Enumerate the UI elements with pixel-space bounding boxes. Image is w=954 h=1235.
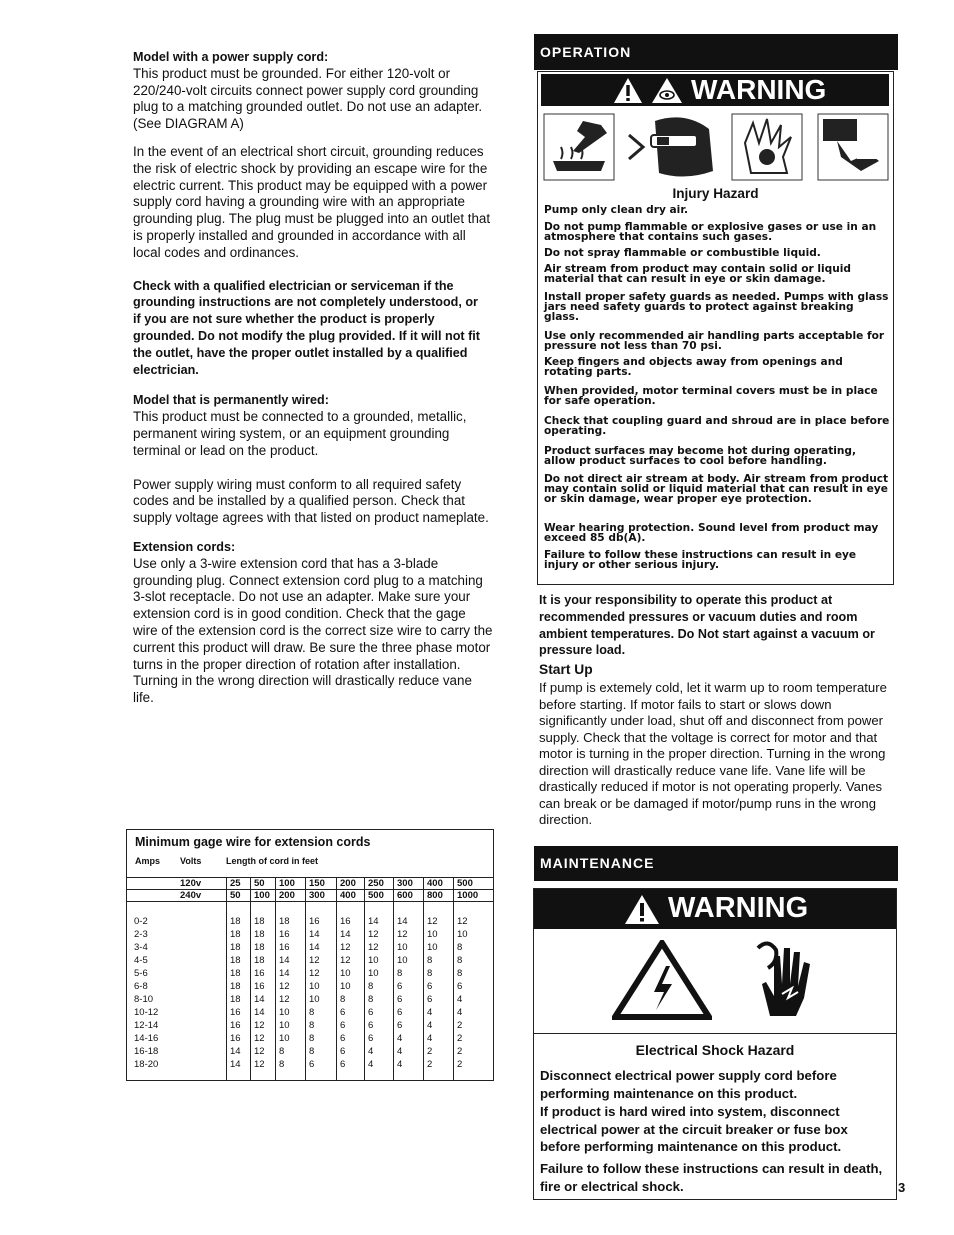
hazard-item: Do not direct air stream at body. Air stream from product may contain solid or liquid material that can result in eye or skin damage, wear proper eye protection. bbox=[544, 473, 889, 505]
gage-cell: 12 bbox=[254, 1059, 265, 1070]
gage-cell: 14 bbox=[230, 1046, 241, 1057]
gage-cell: 4 bbox=[368, 1059, 374, 1070]
amps-cell: 8-10 bbox=[134, 994, 154, 1005]
gage-cell: 16 bbox=[230, 1033, 241, 1044]
table-column-rule bbox=[336, 877, 337, 1080]
operation-warning-bar bbox=[541, 74, 889, 106]
gage-cell: 16 bbox=[254, 968, 265, 979]
explosion-icon bbox=[731, 113, 803, 181]
length-header-cell: 150 bbox=[309, 878, 325, 889]
shock-hazard-title: Electrical Shock Hazard bbox=[635, 1042, 795, 1058]
gage-cell: 6 bbox=[397, 1020, 403, 1031]
gage-cell: 2 bbox=[457, 1046, 463, 1057]
gage-cell: 4 bbox=[397, 1059, 403, 1070]
gage-cell: 12 bbox=[368, 942, 379, 953]
gage-cell: 10 bbox=[279, 1020, 290, 1031]
responsibility-text: It is your responsibility to operate this product at recommended pressures or vacuum duties and room ambient temperatures. Do Not start against a vacuum or pressure load. bbox=[539, 593, 875, 658]
gage-cell: 18 bbox=[230, 916, 241, 927]
gage-cell: 8 bbox=[309, 1020, 315, 1031]
table-title: Minimum gage wire for extension cords bbox=[135, 835, 371, 849]
gage-cell: 8 bbox=[368, 981, 374, 992]
maintenance-text-1: Disconnect electrical power supply cord before performing maintenance on this product. bbox=[540, 1068, 837, 1101]
gage-cell: 8 bbox=[309, 1033, 315, 1044]
amps-cell: 18-20 bbox=[134, 1059, 159, 1070]
gage-cell: 6 bbox=[368, 1020, 374, 1031]
volts-label: 120v bbox=[180, 878, 202, 889]
gage-cell: 12 bbox=[254, 1020, 265, 1031]
gage-cell: 8 bbox=[368, 994, 374, 1005]
gage-cell: 4 bbox=[457, 1007, 463, 1018]
volts-label: 240v bbox=[180, 890, 202, 901]
volts-header: Volts bbox=[180, 856, 202, 866]
table-column-rule bbox=[305, 877, 306, 1080]
hazard-item: Keep fingers and objects away from openings and rotating parts. bbox=[544, 356, 843, 378]
perm-wired-text: This product must be connected to a grounded, metallic, permanent wiring system, or an equipment grounding terminal or lead on the product. bbox=[133, 409, 467, 458]
alert-triangle-icon bbox=[613, 77, 643, 104]
length-header-cell: 400 bbox=[340, 890, 356, 901]
gage-cell: 2 bbox=[427, 1046, 433, 1057]
gage-cell: 4 bbox=[457, 994, 463, 1005]
gage-cell: 12 bbox=[279, 994, 290, 1005]
gage-cell: 6 bbox=[340, 1033, 346, 1044]
gage-cell: 12 bbox=[254, 1046, 265, 1057]
gage-cell: 16 bbox=[279, 942, 290, 953]
gage-cell: 4 bbox=[368, 1046, 374, 1057]
gage-cell: 14 bbox=[397, 916, 408, 927]
gage-cell: 4 bbox=[427, 1007, 433, 1018]
gage-cell: 18 bbox=[230, 929, 241, 940]
hazard-item: Use only recommended air handling parts acceptable for pressure not less than 70 psi. bbox=[544, 330, 885, 352]
length-header-cell: 600 bbox=[397, 890, 413, 901]
gage-cell: 6 bbox=[457, 981, 463, 992]
rotating-parts-icon bbox=[817, 113, 889, 181]
high-voltage-icon bbox=[612, 940, 712, 1020]
gage-cell: 16 bbox=[340, 916, 351, 927]
hazard-item: Failure to follow these instructions can result in eye injury or other serious injury. bbox=[544, 549, 857, 571]
gage-cell: 8 bbox=[457, 942, 463, 953]
alert-triangle-icon bbox=[624, 894, 660, 925]
power-cord-text: This product must be grounded. For either 120-volt or 220/240-volt circuits connect power supply cord grounding plug to a matching grounded outlet. Do not use an adapter. (See DIAGRAM A) bbox=[133, 65, 483, 132]
gage-cell: 6 bbox=[340, 1046, 346, 1057]
electrician-warning: Check with a qualified electrician or serviceman if the grounding instructions are not completely understood, or if you are not sure whether the product is properly grounded. Do not modify the plug provided. If it will not fit the outlet, have the proper outlet installed by a qualified electrician. bbox=[133, 278, 480, 377]
table-column-rule bbox=[423, 877, 424, 1080]
hazard-item: When provided, motor terminal covers must be in place for safe operation. bbox=[544, 385, 878, 407]
gage-cell: 14 bbox=[309, 942, 320, 953]
length-header-cell: 100 bbox=[279, 878, 295, 889]
gage-cell: 10 bbox=[368, 955, 379, 966]
amps-cell: 14-16 bbox=[134, 1033, 159, 1044]
gage-cell: 18 bbox=[230, 981, 241, 992]
gage-cell: 18 bbox=[254, 942, 265, 953]
gage-cell: 14 bbox=[230, 1059, 241, 1070]
gage-cell: 10 bbox=[309, 994, 320, 1005]
table-column-rule bbox=[364, 877, 365, 1080]
gage-cell: 18 bbox=[230, 955, 241, 966]
eye-protection-icon bbox=[625, 113, 719, 181]
gage-cell: 6 bbox=[368, 1033, 374, 1044]
gage-cell: 18 bbox=[230, 968, 241, 979]
amps-cell: 5-6 bbox=[134, 968, 148, 979]
hazard-item: Check that coupling guard and shroud are in place before operating. bbox=[544, 415, 890, 437]
hazard-item: Do not spray flammable or combustible liquid. bbox=[544, 247, 821, 259]
gage-cell: 12 bbox=[279, 981, 290, 992]
table-column-rule bbox=[393, 877, 394, 1080]
gage-cell: 12 bbox=[368, 929, 379, 940]
perm-wired-section bbox=[133, 392, 493, 459]
amps-cell: 12-14 bbox=[134, 1020, 159, 1031]
gage-cell: 12 bbox=[457, 916, 468, 927]
hazard-item: Pump only clean dry air. bbox=[544, 204, 689, 216]
maintenance-warning-bar bbox=[534, 889, 896, 929]
gage-cell: 14 bbox=[279, 955, 290, 966]
amps-cell: 4-5 bbox=[134, 955, 148, 966]
operation-banner: OPERATION bbox=[534, 34, 898, 70]
gage-cell: 10 bbox=[457, 929, 468, 940]
gage-cell: 18 bbox=[230, 994, 241, 1005]
gage-cell: 10 bbox=[427, 929, 438, 940]
power-cord-heading: Model with a power supply cord: bbox=[133, 50, 329, 64]
injury-hazard-title: Injury Hazard bbox=[672, 186, 759, 201]
length-header-cell: 50 bbox=[230, 890, 241, 901]
length-header-cell: 250 bbox=[368, 878, 384, 889]
length-header-cell: 500 bbox=[457, 878, 473, 889]
gage-cell: 6 bbox=[397, 1007, 403, 1018]
gage-cell: 16 bbox=[230, 1007, 241, 1018]
length-header-cell: 200 bbox=[340, 878, 356, 889]
gage-cell: 10 bbox=[279, 1007, 290, 1018]
gage-cell: 4 bbox=[397, 1046, 403, 1057]
gage-cell: 10 bbox=[309, 981, 320, 992]
gage-cell: 6 bbox=[427, 994, 433, 1005]
gage-cell: 14 bbox=[340, 929, 351, 940]
gage-cell: 16 bbox=[279, 929, 290, 940]
length-header: Length of cord in feet bbox=[226, 856, 318, 866]
length-header-cell: 300 bbox=[397, 878, 413, 889]
gage-cell: 12 bbox=[309, 955, 320, 966]
gage-cell: 8 bbox=[279, 1046, 285, 1057]
gage-cell: 8 bbox=[427, 968, 433, 979]
gage-cell: 8 bbox=[309, 1007, 315, 1018]
gage-cell: 14 bbox=[254, 994, 265, 1005]
length-header-cell: 300 bbox=[309, 890, 325, 901]
gage-cell: 18 bbox=[254, 929, 265, 940]
table-column-rule bbox=[226, 877, 227, 1080]
page-number: 3 bbox=[898, 1180, 906, 1195]
gage-cell: 18 bbox=[254, 955, 265, 966]
gage-cell: 4 bbox=[397, 1033, 403, 1044]
gage-cell: 8 bbox=[427, 955, 433, 966]
maintenance-banner: MAINTENANCE bbox=[534, 846, 898, 881]
gage-cell: 10 bbox=[279, 1033, 290, 1044]
gage-cell: 10 bbox=[368, 968, 379, 979]
gage-cell: 14 bbox=[279, 968, 290, 979]
extension-heading: Extension cords: bbox=[133, 539, 236, 554]
amps-cell: 3-4 bbox=[134, 942, 148, 953]
length-header-cell: 1000 bbox=[457, 890, 479, 901]
extension-section bbox=[133, 539, 493, 707]
gage-cell: 6 bbox=[397, 981, 403, 992]
gage-cell: 18 bbox=[230, 942, 241, 953]
table-column-rule bbox=[275, 877, 276, 1080]
gage-cell: 18 bbox=[254, 916, 265, 927]
gage-cell: 12 bbox=[340, 955, 351, 966]
eye-hazard-icon bbox=[651, 77, 683, 104]
gage-cell: 16 bbox=[309, 916, 320, 927]
amps-cell: 2-3 bbox=[134, 929, 148, 940]
gage-cell: 10 bbox=[427, 942, 438, 953]
warning-word: WARNING bbox=[668, 892, 809, 924]
gage-cell: 8 bbox=[457, 968, 463, 979]
maintenance-text-2: If product is hard wired into system, disconnect electrical power at the circuit breaker or fuse box before performing maintenance on this product. bbox=[540, 1104, 848, 1154]
power-cord-section bbox=[133, 49, 493, 133]
gage-cell: 12 bbox=[254, 1033, 265, 1044]
length-header-cell: 800 bbox=[427, 890, 443, 901]
amps-cell: 6-8 bbox=[134, 981, 148, 992]
gage-wire-table bbox=[126, 829, 494, 1081]
length-header-cell: 500 bbox=[368, 890, 384, 901]
startup-heading: Start Up bbox=[539, 662, 593, 677]
gage-cell: 10 bbox=[397, 955, 408, 966]
startup-text: If pump is extemely cold, let it warm up to room temperature before starting. If motor fails to start or slows down significantly under load, shut off and disconnect from power supply. Check that the voltage is correct for motor and that motor is turning in the proper direction. Turning in the wrong direction will drastically reduce vane life. Vane life will be drastically reduced if motor is not operating properly. Vanes can break or be damaged if motor/pump runs in the wrong direction. bbox=[539, 680, 887, 827]
gage-cell: 14 bbox=[368, 916, 379, 927]
gage-cell: 12 bbox=[427, 916, 438, 927]
gage-cell: 6 bbox=[397, 994, 403, 1005]
gage-cell: 2 bbox=[457, 1033, 463, 1044]
gage-cell: 14 bbox=[309, 929, 320, 940]
length-header-cell: 50 bbox=[254, 878, 265, 889]
gage-cell: 16 bbox=[254, 981, 265, 992]
gage-cell: 6 bbox=[340, 1007, 346, 1018]
gage-cell: 10 bbox=[397, 942, 408, 953]
table-column-rule bbox=[250, 877, 251, 1080]
length-header-cell: 400 bbox=[427, 878, 443, 889]
gage-cell: 6 bbox=[427, 981, 433, 992]
hazard-item: Install proper safety guards as needed. Pumps with glass jars need safety guards to protect against breaking glass. bbox=[544, 291, 889, 323]
hazard-item: Wear hearing protection. Sound level from product may exceed 85 db(A). bbox=[544, 522, 879, 544]
amps-cell: 0-2 bbox=[134, 916, 148, 927]
perm-wired-heading: Model that is permanently wired: bbox=[133, 393, 329, 408]
maintenance-text-3: Failure to follow these instructions can result in death, fire or electrical shock. bbox=[540, 1161, 883, 1194]
length-header-cell: 200 bbox=[279, 890, 295, 901]
hazard-item: Air stream from product may contain solid or liquid material that can result in eye or skin damage. bbox=[544, 263, 852, 285]
amps-header: Amps bbox=[135, 856, 161, 866]
gage-cell: 8 bbox=[309, 1046, 315, 1057]
length-header-cell: 100 bbox=[254, 890, 270, 901]
gage-cell: 12 bbox=[397, 929, 408, 940]
amps-cell: 10-12 bbox=[134, 1007, 159, 1018]
left-column bbox=[133, 49, 493, 716]
gage-cell: 8 bbox=[340, 994, 346, 1005]
supply-wiring-text: Power supply wiring must conform to all required safety codes and be installed by a qualified person. Check that supply voltage agrees with that listed on product nameplate. bbox=[133, 476, 489, 526]
gage-cell: 4 bbox=[427, 1020, 433, 1031]
gage-cell: 14 bbox=[254, 1007, 265, 1018]
gage-cell: 2 bbox=[457, 1059, 463, 1070]
gage-cell: 12 bbox=[309, 968, 320, 979]
gage-cell: 2 bbox=[427, 1059, 433, 1070]
gage-cell: 4 bbox=[427, 1033, 433, 1044]
gage-cell: 8 bbox=[279, 1059, 285, 1070]
gage-cell: 8 bbox=[457, 955, 463, 966]
length-header-cell: 25 bbox=[230, 878, 241, 889]
gage-cell: 10 bbox=[340, 981, 351, 992]
gage-cell: 8 bbox=[397, 968, 403, 979]
gage-cell: 6 bbox=[340, 1059, 346, 1070]
gage-cell: 12 bbox=[340, 942, 351, 953]
table-column-rule bbox=[453, 877, 454, 1080]
gage-cell: 6 bbox=[309, 1059, 315, 1070]
short-circuit-text: In the event of an electrical short circuit, grounding reduces the risk of electric shock by providing an escape wire for the electric current. This product may be equipped with a power supply cord having a grounding wire with an appropriate grounding plug. The plug must be plugged into an outlet that is properly installed and grounded in accordance with all local codes and ordinances. bbox=[133, 143, 491, 260]
gage-cell: 16 bbox=[230, 1020, 241, 1031]
gage-cell: 10 bbox=[340, 968, 351, 979]
hot-surface-icon bbox=[543, 113, 615, 181]
gage-cell: 2 bbox=[457, 1020, 463, 1031]
hazard-item: Do not pump flammable or explosive gases or use in an atmosphere that contains such gases. bbox=[544, 221, 877, 243]
amps-cell: 16-18 bbox=[134, 1046, 159, 1057]
warning-word: WARNING bbox=[691, 74, 827, 105]
maintenance-divider bbox=[534, 1033, 896, 1034]
gage-cell: 6 bbox=[368, 1007, 374, 1018]
hazard-item: Product surfaces may become hot during operating, allow product surfaces to cool before handling. bbox=[544, 445, 857, 467]
extension-text: Use only a 3-wire extension cord that has a 3-blade grounding plug. Connect extension cord plug to a matching 3-slot receptacle. Do not use an adapter. Make sure your extension cord is in good condition. Check that the gage wire of the extension cord is the correct size wire to carry the current this product will draw. Be sure the three phase motor turns in the proper direction of rotation after installation. Turning in the wrong direction will drastically reduce vane life. bbox=[133, 555, 493, 706]
gage-cell: 6 bbox=[340, 1020, 346, 1031]
gage-cell: 18 bbox=[279, 916, 290, 927]
shock-hand-icon bbox=[748, 938, 818, 1018]
